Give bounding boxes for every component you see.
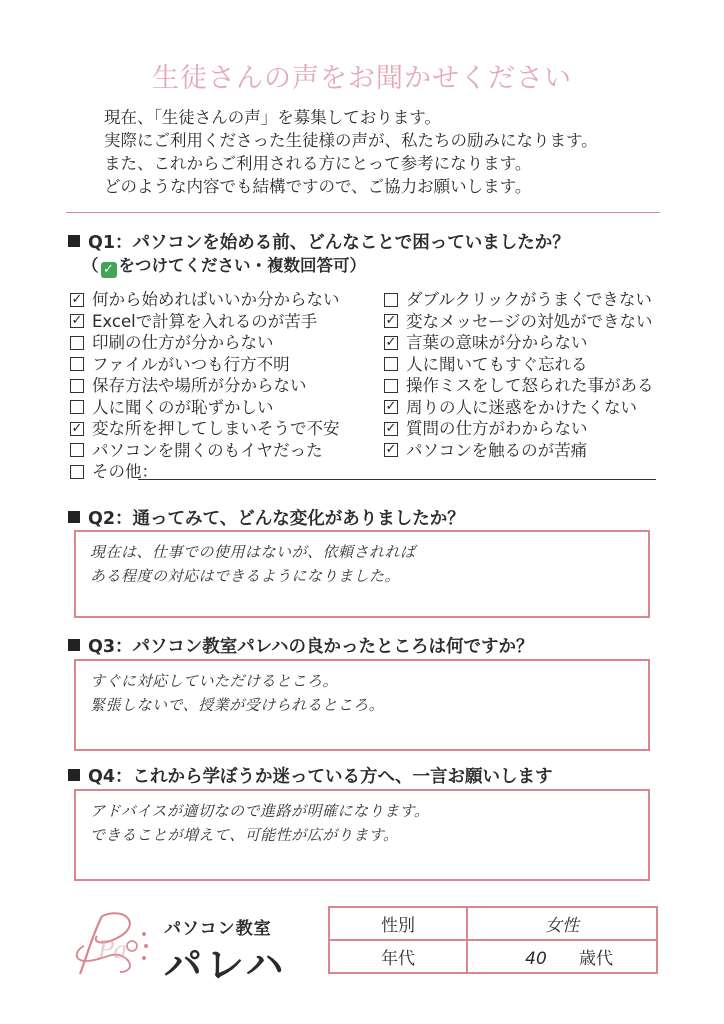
checkbox[interactable] [70, 357, 84, 371]
checkbox-option[interactable] [384, 440, 654, 462]
q4-answer-box[interactable] [74, 789, 650, 881]
q1-heading-text: Q1：パソコンを始める前、どんなことで困っていましたか？ [88, 233, 570, 253]
checkbox-option[interactable] [70, 289, 340, 311]
checkbox-option[interactable] [70, 397, 340, 419]
checkbox[interactable] [70, 443, 84, 457]
checkbox-option[interactable] [384, 354, 654, 376]
option-label: 変なメッセージの対処ができない [406, 311, 653, 331]
q3-heading-text: Q3：パソコン教室パレハの良かったところは何ですか？ [88, 637, 534, 657]
answer-line: アドバイスが適切なので進路が明確になります。 [90, 802, 430, 820]
checkbox[interactable]: ✓ [385, 334, 397, 350]
option-label: ダブルクリックがうまくできない [406, 290, 652, 309]
square-bullet-icon [68, 235, 80, 247]
table-row [329, 907, 657, 940]
checkbox-option[interactable] [70, 440, 340, 462]
green-check-icon: ✓ [101, 262, 117, 278]
intro-text [104, 106, 598, 198]
option-label: ファイルがいつも行方不明 [92, 354, 290, 374]
q1-options-left [70, 289, 340, 483]
square-bullet-icon [68, 769, 80, 781]
q2-heading-text: Q2：通ってみて、どんな変化がありましたか？ [88, 509, 465, 529]
option-label: 何から始めればいいか分からない [92, 290, 340, 309]
q1-heading [68, 229, 570, 254]
q1-note-text: をつけてください・複数回答可） [118, 256, 366, 275]
option-label: 質問の仕方がわからない [406, 419, 588, 438]
table-row [329, 940, 657, 973]
brand-subtitle: パソコン教室 [164, 919, 272, 939]
age-cell[interactable] [467, 940, 657, 973]
checkbox-option[interactable] [384, 332, 654, 354]
checkbox[interactable] [70, 379, 84, 393]
logo-dot [144, 944, 148, 948]
q1-note [82, 252, 366, 278]
checkbox[interactable] [70, 400, 84, 414]
checkbox[interactable] [70, 465, 84, 479]
age-label: 年代 [329, 940, 467, 973]
option-label: パソコンを開くのもイヤだった [92, 440, 323, 460]
answer-line: できることが増えて、可能性が広がります。 [90, 826, 399, 844]
other-input-line[interactable] [138, 479, 656, 480]
gender-value[interactable]: 女性 [467, 907, 657, 940]
logo-dot [142, 932, 146, 936]
age-unit: 歳代 [579, 949, 613, 969]
checkbox[interactable]: ✓ [385, 399, 397, 415]
q2-heading [68, 505, 465, 530]
intro-line: 現在、「生徒さんの声」を募集しております。 [104, 108, 441, 127]
checkbox-option[interactable] [70, 311, 340, 333]
logo-dot [142, 956, 146, 960]
logo-swirl [127, 941, 137, 951]
intro-line: どのような内容でも結構ですので、ご協力お願いします。 [104, 177, 532, 196]
q4-heading-text: Q4：これから学ぼうか迷っている方へ、一言お願いします [88, 767, 553, 787]
option-label: 周りの人に迷惑をかけたくない [406, 397, 637, 417]
checkbox-option[interactable] [384, 418, 654, 440]
option-label: 変な所を押してしまいそうで不安 [92, 419, 340, 438]
q2-answer-box[interactable] [74, 530, 650, 618]
gender-label: 性別 [329, 907, 467, 940]
checkbox-option[interactable] [70, 375, 340, 397]
checkbox-option[interactable] [70, 354, 340, 376]
square-bullet-icon [68, 511, 80, 523]
divider [66, 212, 660, 213]
option-label: 人に聞くのが恥ずかしい [92, 397, 274, 417]
checkbox-option[interactable] [70, 418, 340, 440]
checkbox-option[interactable] [384, 375, 654, 397]
checkbox[interactable]: ✓ [71, 313, 83, 329]
checkbox-option[interactable] [70, 332, 340, 354]
option-label: 言葉の意味が分からない [406, 333, 588, 352]
option-label: 人に聞いてもすぐ忘れる [406, 354, 588, 374]
option-label: その他： [92, 462, 158, 481]
option-label: 印刷の仕方が分からない [92, 333, 274, 352]
brand-name: パレハ [164, 943, 288, 987]
q3-heading [68, 633, 533, 658]
answer-line: ある程度の対応はできるようになりました。 [90, 567, 401, 585]
answer-line: すぐに対応していただけるところ。 [90, 672, 339, 690]
checkbox[interactable]: ✓ [385, 313, 397, 329]
checkbox[interactable] [384, 379, 398, 393]
pareha-logo-icon [72, 906, 160, 980]
checkbox-option[interactable] [384, 397, 654, 419]
option-label: パソコンを触るのが苦痛 [406, 440, 588, 460]
checkbox[interactable]: ✓ [71, 420, 83, 436]
intro-line: また、これからご利用される方にとって参考になります。 [104, 154, 532, 173]
respondent-info-table [328, 906, 658, 974]
checkbox-option[interactable] [384, 289, 654, 311]
age-value: 40 [525, 949, 547, 969]
q4-heading [68, 763, 553, 788]
checkbox[interactable]: ✓ [71, 291, 83, 307]
square-bullet-icon [68, 639, 80, 651]
page-title: 生徒さんの声をお聞かせください [152, 63, 572, 94]
checkbox[interactable] [70, 336, 84, 350]
answer-line: 現在は、仕事での使用はないが、依頼されれば [90, 543, 416, 561]
option-label: 操作ミスをして怒られた事がある [406, 376, 654, 395]
q1-note-open: （ [82, 256, 99, 275]
checkbox[interactable] [384, 357, 398, 371]
checkbox[interactable]: ✓ [385, 442, 397, 458]
logo-text: Pa [98, 936, 128, 964]
checkbox-option[interactable] [384, 311, 654, 333]
checkbox[interactable] [384, 293, 398, 307]
q3-answer-box[interactable] [74, 659, 650, 751]
answer-line: 緊張しないで、授業が受けられるところ。 [90, 696, 385, 714]
checkbox[interactable]: ✓ [385, 420, 397, 436]
option-label: Excelで計算を入れるのが苦手 [92, 311, 318, 331]
option-label: 保存方法や場所が分からない [92, 376, 307, 395]
q1-options-right [384, 289, 654, 461]
intro-line: 実際にご利用くださった生徒様の声が、私たちの励みになります。 [104, 131, 598, 150]
